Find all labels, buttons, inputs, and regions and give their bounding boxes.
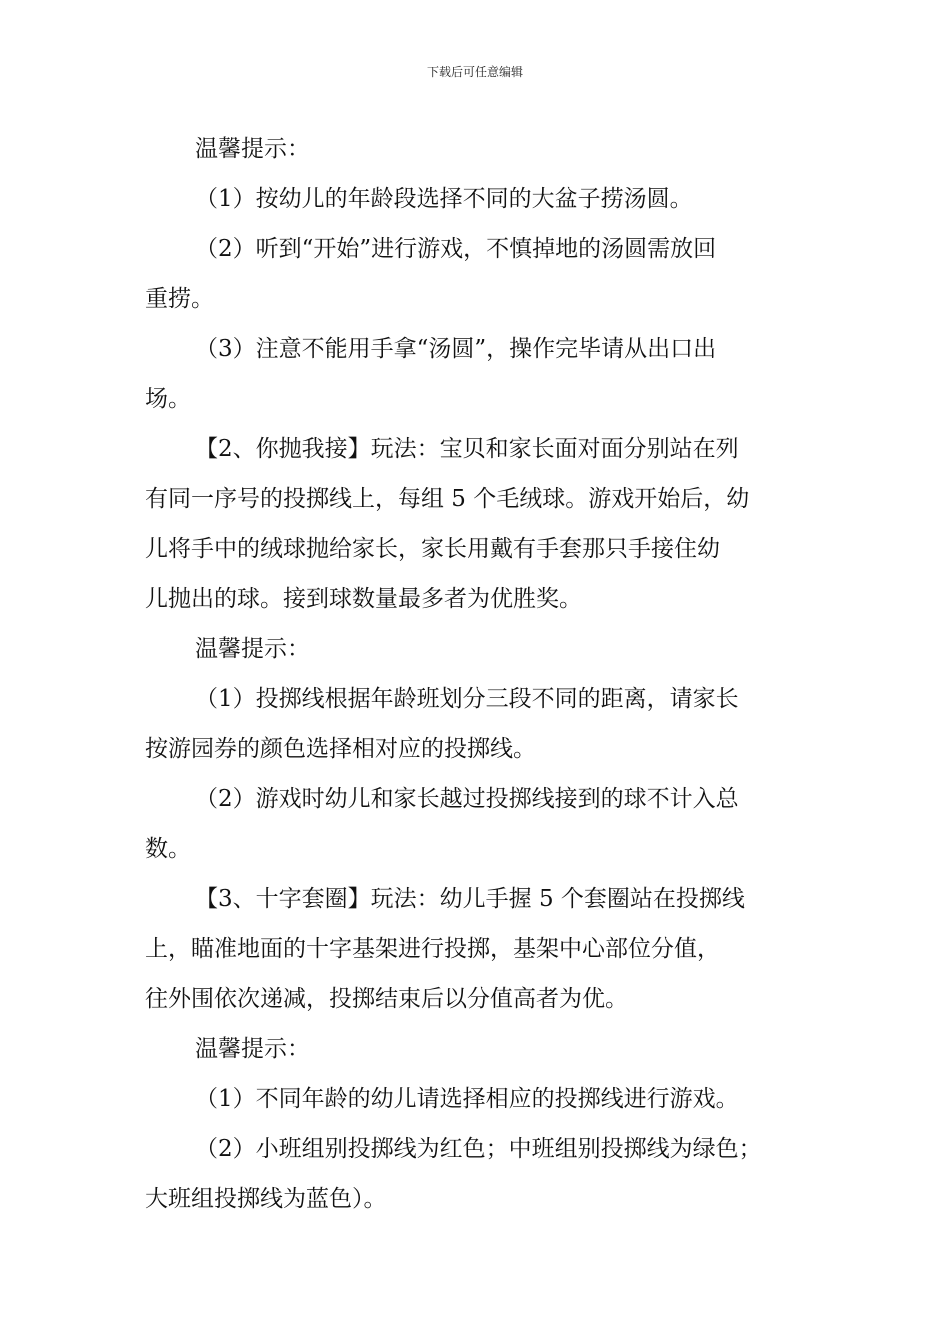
game-paragraph-continued: 上，瞄准地面的十字基架进行投掷，基架中心部位分值， [145, 936, 720, 962]
reminder-item: （3）注意不能用手拿“汤圆”，操作完毕请从出口出 [195, 336, 717, 362]
game-paragraph-continued: 往外围依次递减，投掷结束后以分值高者为优。 [145, 986, 628, 1012]
game-paragraph-continued: 儿抛出的球。接到球数量最多者为优胜奖。 [145, 586, 582, 612]
game-paragraph: 【3、十字套圈】玩法：幼儿手握 5 个套圈站在投掷线 [195, 886, 745, 912]
reminder-item-continued: 重捞。 [145, 286, 214, 312]
reminder-item: （1）不同年龄的幼儿请选择相应的投掷线进行游戏。 [195, 1086, 739, 1112]
game-paragraph: 【2、你抛我接】玩法：宝贝和家长面对面分别站在列 [195, 436, 739, 462]
reminder-item: （1）按幼儿的年龄段选择不同的大盆子捞汤圆。 [195, 186, 693, 212]
reminder-heading: 温馨提示： [195, 636, 310, 662]
reminder-item-continued: 场。 [145, 386, 191, 412]
reminder-item: （1）投掷线根据年龄班划分三段不同的距离，请家长 [195, 686, 739, 712]
document-body [145, 124, 809, 1224]
reminder-item-continued: 按游园券的颜色选择相对应的投掷线。 [145, 736, 536, 762]
page-header: 下载后可任意编辑 [426, 65, 523, 79]
reminder-heading: 温馨提示： [195, 1036, 310, 1062]
reminder-item: （2）小班组别投掷线为红色；中班组别投掷线为绿色； [195, 1136, 762, 1162]
game-paragraph-continued: 有同一序号的投掷线上，每组 5 个毛绒球。游戏开始后，幼 [145, 486, 750, 512]
reminder-item-continued: 大班组投掷线为蓝色）。 [145, 1186, 387, 1212]
reminder-item-continued: 数。 [145, 836, 191, 862]
reminder-item: （2）听到“开始”进行游戏，不慎掉地的汤圆需放回 [195, 236, 717, 262]
game-paragraph-continued: 儿将手中的绒球抛给家长，家长用戴有手套那只手接住幼 [145, 536, 720, 562]
reminder-item: （2）游戏时幼儿和家长越过投掷线接到的球不计入总 [195, 786, 739, 812]
reminder-heading: 温馨提示： [195, 136, 310, 162]
